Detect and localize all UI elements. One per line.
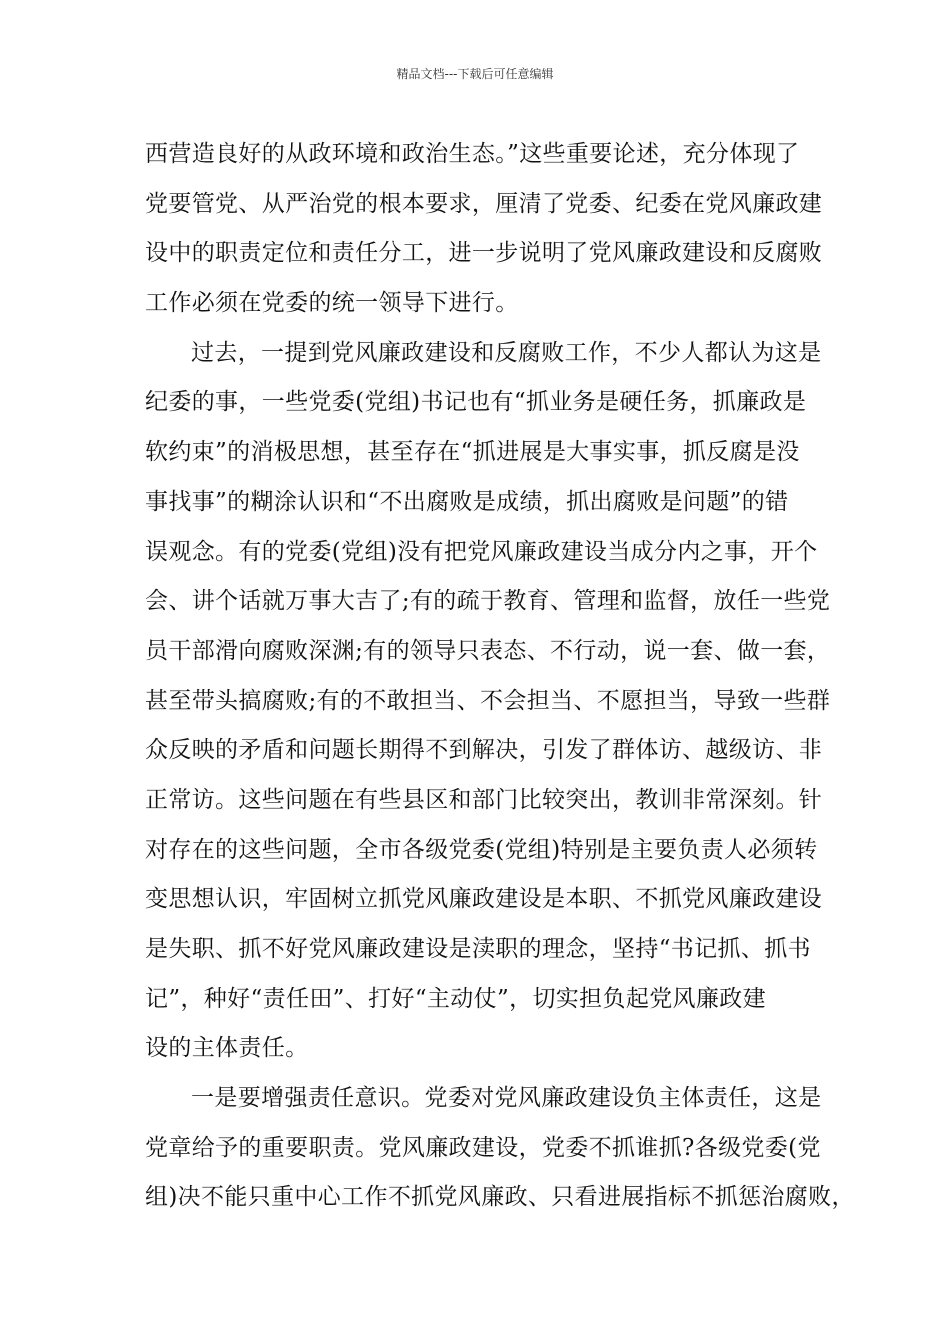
text-line: 一是要增强责任意识。党委对党风廉政建设负主体责任，这是 [191, 1085, 822, 1112]
text-line: 会、讲个话就万事大吉了;有的疏于教育、管理和监督，放任一些党 [145, 588, 831, 615]
text-line: 记”，种好“责任田”、打好“主动仗”，切实担负起党风廉政建 [145, 985, 766, 1012]
text-line: 正常访。这些问题在有些县区和部门比较突出，教训非常深刻。针 [145, 786, 823, 813]
text-line: 设中的职责定位和责任分工，进一步说明了党风廉政建设和反腐败 [145, 240, 823, 267]
document-body [145, 130, 855, 1223]
text-line: 设的主体责任。 [145, 1035, 309, 1062]
text-line: 是失职、抓不好党风廉政建设是渎职的理念，坚持“书记抓、抓书 [145, 936, 811, 962]
text-line: 员干部滑向腐败深渊;有的领导只表态、不行动，说一套、做一套， [145, 637, 831, 664]
text-line: 过去，一提到党风廉政建设和反腐败工作，不少人都认为这是 [191, 339, 822, 366]
text-line: 众反映的矛盾和问题长期得不到解决，引发了群体访、越级访、非 [145, 737, 823, 764]
text-line: 工作必须在党委的统一领导下进行。 [145, 290, 519, 317]
paragraph [145, 130, 823, 329]
paragraph [145, 1074, 855, 1223]
text-line: 纪委的事，一些党委(党组)书记也有“抓业务是硬任务，抓廉政是 [145, 389, 807, 416]
text-line: 甚至带头搞腐败;有的不敢担当、不会担当、不愿担当，导致一些群 [145, 687, 831, 714]
text-line: 西营造良好的从政环境和政治生态。”这些重要论述，充分体现了 [145, 141, 800, 167]
text-line: 误观念。有的党委(党组)没有把党风廉政建设当成分内之事，开个 [145, 538, 818, 565]
text-line: 对存在的这些问题，全市各级党委(党组)特别是主要负责人必须转 [145, 836, 818, 863]
text-line: 党要管党、从严治党的根本要求，厘清了党委、纪委在党风廉政建 [145, 190, 823, 217]
text-line: 变思想认识，牢固树立抓党风廉政建设是本职、不抓党风廉政建设 [145, 886, 823, 913]
paragraph [145, 329, 831, 1074]
text-line: 党章给予的重要职责。党风廉政建设，党委不抓谁抓?各级党委(党 [145, 1134, 821, 1161]
text-line: 事找事”的糊涂认识和“不出腐败是成绩，抓出腐败是问题”的错 [145, 488, 789, 515]
text-line: 组)决不能只重中心工作不抓党风廉政、只看进展指标不抓惩治腐败， [145, 1184, 855, 1211]
page-header: 精品文档---下载后可任意编辑 [396, 67, 554, 81]
text-line: 软约束”的消极思想，甚至存在“抓进展是大事实事，抓反腐是没 [145, 439, 800, 466]
